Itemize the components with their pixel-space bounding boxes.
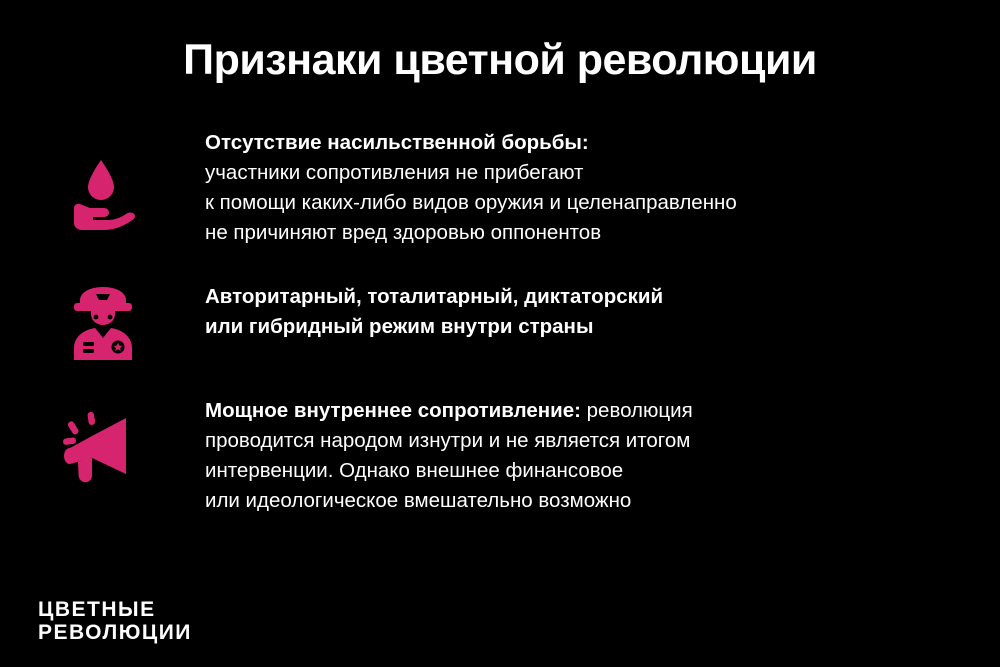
text-cell [205, 282, 1000, 342]
megaphone-icon [62, 410, 144, 492]
icon-cell [0, 282, 205, 362]
item-3-heading: Мощное внутреннее сопротивление: [205, 399, 581, 422]
item-1-line-1: участники сопротивления не прибегают [205, 161, 584, 184]
list-item [0, 128, 1000, 248]
item-1-line-2: к помощи каких-либо видов оружия и целенаправленно [205, 191, 737, 214]
item-2-text [205, 282, 960, 342]
military-officer-icon [66, 284, 140, 362]
list-item [0, 396, 1000, 516]
item-2-heading: Авторитарный, тоталитарный, диктаторский [205, 285, 664, 308]
icon-cell [0, 128, 205, 232]
item-3-text [205, 396, 960, 516]
item-3-line-3: интервенции. Однако внешнее финансовое [205, 459, 624, 482]
page-title: Признаки цветной революции [183, 36, 817, 84]
item-3-line-4: или идеологическое вмешательно возможно [205, 489, 632, 512]
brand-logo [38, 598, 192, 645]
brand-logo-line-1: ЦВЕТНЫЕ [38, 597, 156, 621]
item-1-line-3: не причиняют вред здоровью оппонентов [205, 221, 602, 244]
text-cell [205, 128, 1000, 248]
item-3-line-1: революция [586, 399, 693, 422]
text-cell [205, 396, 1000, 516]
list-item [0, 282, 1000, 362]
item-3-line-2: проводится народом изнутри и не является итогом [205, 429, 691, 452]
item-1-text [205, 128, 960, 248]
items-list [0, 128, 1000, 550]
brand-logo-line-2: РЕВОЛЮЦИИ [38, 621, 192, 645]
icon-cell [0, 396, 205, 492]
item-2-line-1: или гибридный режим внутри страны [205, 315, 594, 338]
blood-drop-in-hand-icon [68, 158, 138, 232]
item-1-heading: Отсутствие насильственной борьбы: [205, 131, 589, 154]
